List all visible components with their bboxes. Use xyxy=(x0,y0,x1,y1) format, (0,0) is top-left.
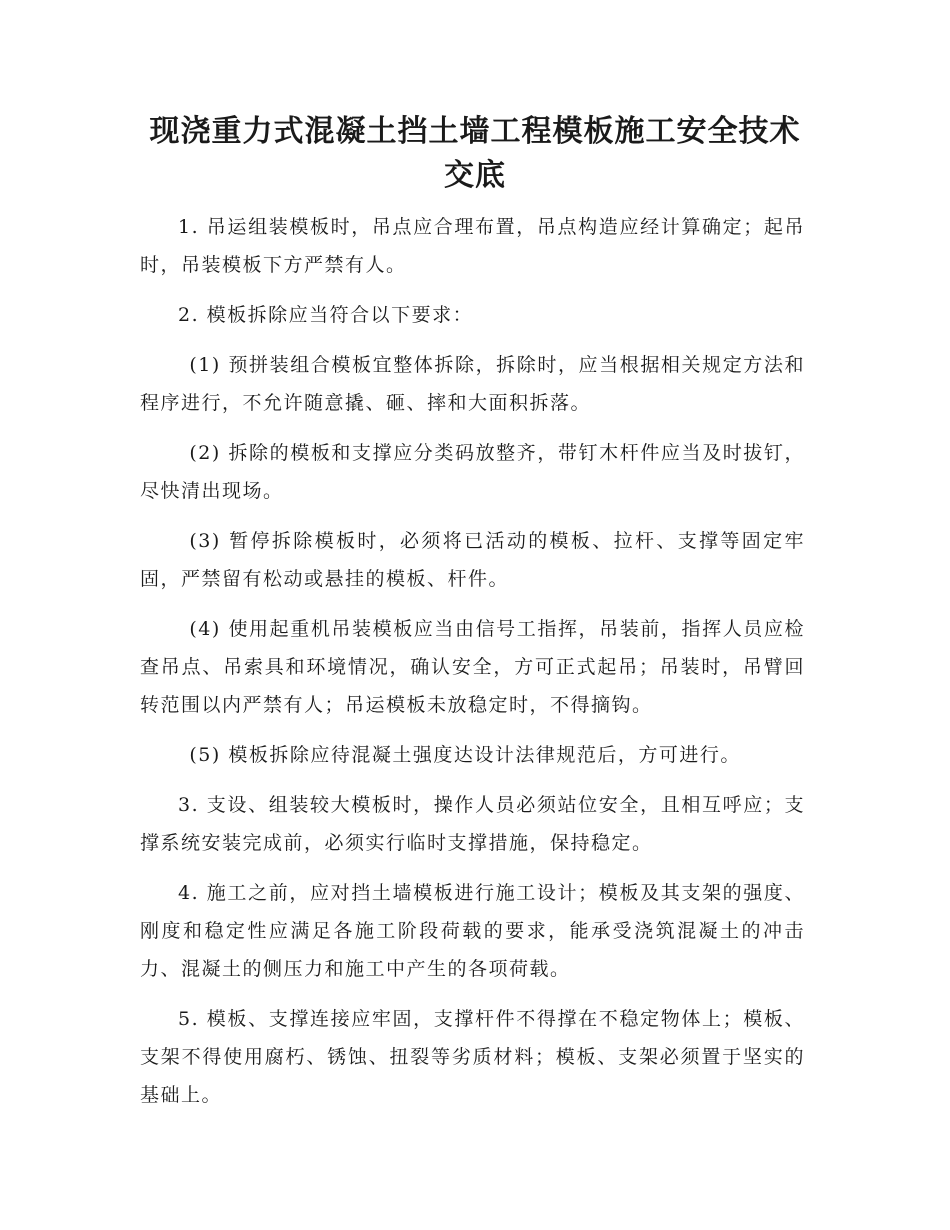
document-body xyxy=(140,208,805,1126)
paragraph-item-2: 2. 模板拆除应当符合以下要求： xyxy=(178,304,474,326)
paragraph-subitem-1: (1) 预拼装组合模板宜整体拆除，拆除时，应当根据相关规定方法和程序进行，不允许随意撬、砸、摔和大面积拆落。 xyxy=(140,354,805,414)
paragraph-item-1: 1. 吊运组装模板时，吊点应合理布置，吊点构造应经计算确定；起吊时，吊装模板下方严禁有人。 xyxy=(140,216,805,276)
paragraph-subitem-2: (2) 拆除的模板和支撑应分类码放整齐，带钉木杆件应当及时拔钉，尽快清出现场。 xyxy=(140,442,805,502)
title-line-1: 现浇重力式混凝土挡土墙工程模板施工安全技术 xyxy=(149,114,801,149)
paragraph-item-5: 5. 模板、支撑连接应牢固，支撑杆件不得撑在不稳定物体上；模板、支架不得使用腐朽、锈蚀、扭裂等劣质材料；模板、支架必须置于坚实的基础上。 xyxy=(140,1008,805,1106)
paragraph-subitem-4: (4) 使用起重机吊装模板应当由信号工指挥，吊装前，指挥人员应检查吊点、吊索具和环境情况，确认安全，方可正式起吊；吊装时，吊臂回转范围以内严禁有人；吊运模板未放稳定时，不得摘钩。 xyxy=(140,618,805,716)
title-line-2: 交底 xyxy=(444,158,506,193)
paragraph-item-4: 4. 施工之前，应对挡土墙模板进行施工设计；模板及其支架的强度、刚度和稳定性应满足各施工阶段荷载的要求，能承受浇筑混凝土的冲击力、混凝土的侧压力和施工中产生的各项荷载。 xyxy=(140,882,805,980)
paragraph-subitem-3: (3) 暂停拆除模板时，必须将已活动的模板、拉杆、支撑等固定牢固，严禁留有松动或悬挂的模板、杆件。 xyxy=(140,530,805,590)
paragraph-subitem-5: (5) 模板拆除应待混凝土强度达设计法律规范后，方可进行。 xyxy=(189,744,741,766)
document-title xyxy=(140,110,810,198)
paragraph-item-3: 3. 支设、组装较大模板时，操作人员必须站位安全，且相互呼应；支撑系统安装完成前，必须实行临时支撑措施，保持稳定。 xyxy=(140,794,805,854)
